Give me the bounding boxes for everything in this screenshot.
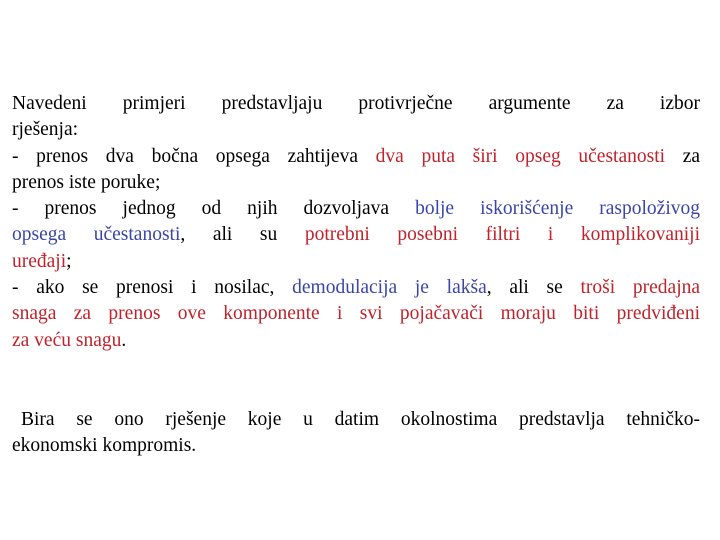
conclusion-line-1: Bira se ono rješenje koje u datim okolnostima predstavlja tehničko-	[21, 409, 700, 430]
item2-text-mid: , ali su	[180, 224, 305, 246]
item2-text-end: ;	[66, 250, 72, 272]
item2-line-2	[12, 222, 700, 248]
item3-text: - ako se prenosi i nosilac,	[12, 277, 293, 299]
item1-line-1	[12, 144, 700, 170]
item2-line-1	[12, 196, 700, 222]
item2-highlight-blue-1: bolje iskorišćenje raspoloživog	[415, 198, 700, 220]
item2-highlight-red-2: uređaji	[12, 250, 67, 272]
item1-highlight: dva puta širi opseg učestanosti	[375, 145, 666, 167]
intro-line-1: Navedeni primjeri predstavljaju protivrječne argumente za izbor	[12, 93, 700, 114]
intro-line-2: rješenja:	[12, 119, 79, 141]
item1-line-2: prenos iste poruke;	[12, 171, 161, 193]
item3-text-mid: , ali se	[486, 277, 581, 299]
item2-highlight-blue-2: opsega učestanosti	[12, 224, 181, 246]
main-text	[12, 91, 700, 354]
item3-line-2: snaga za prenos ove komponente i svi pojačavači moraju biti predviđeni	[12, 303, 700, 325]
item2-text: - prenos jednog od njih dozvoljava	[12, 198, 416, 220]
item2-highlight-red-1: potrebni posebni filtri i komplikovaniji	[304, 224, 700, 246]
item3-highlight-red-1: troši predajna	[580, 277, 701, 299]
item2-line-3	[12, 249, 700, 275]
conclusion-line-2: ekonomski kompromis.	[12, 435, 197, 457]
conclusion	[12, 407, 700, 460]
item3-highlight-red-2: za veću snagu	[12, 329, 122, 351]
item1-text: - prenos dva bočna opsega zahtijeva	[12, 145, 376, 167]
item3-highlight-blue: demodulacija je lakša	[292, 277, 487, 299]
item3-text-end: .	[121, 329, 127, 351]
item3-line-3	[12, 328, 700, 354]
item3-line-1	[12, 275, 700, 301]
item1-text-end: za	[665, 145, 701, 167]
